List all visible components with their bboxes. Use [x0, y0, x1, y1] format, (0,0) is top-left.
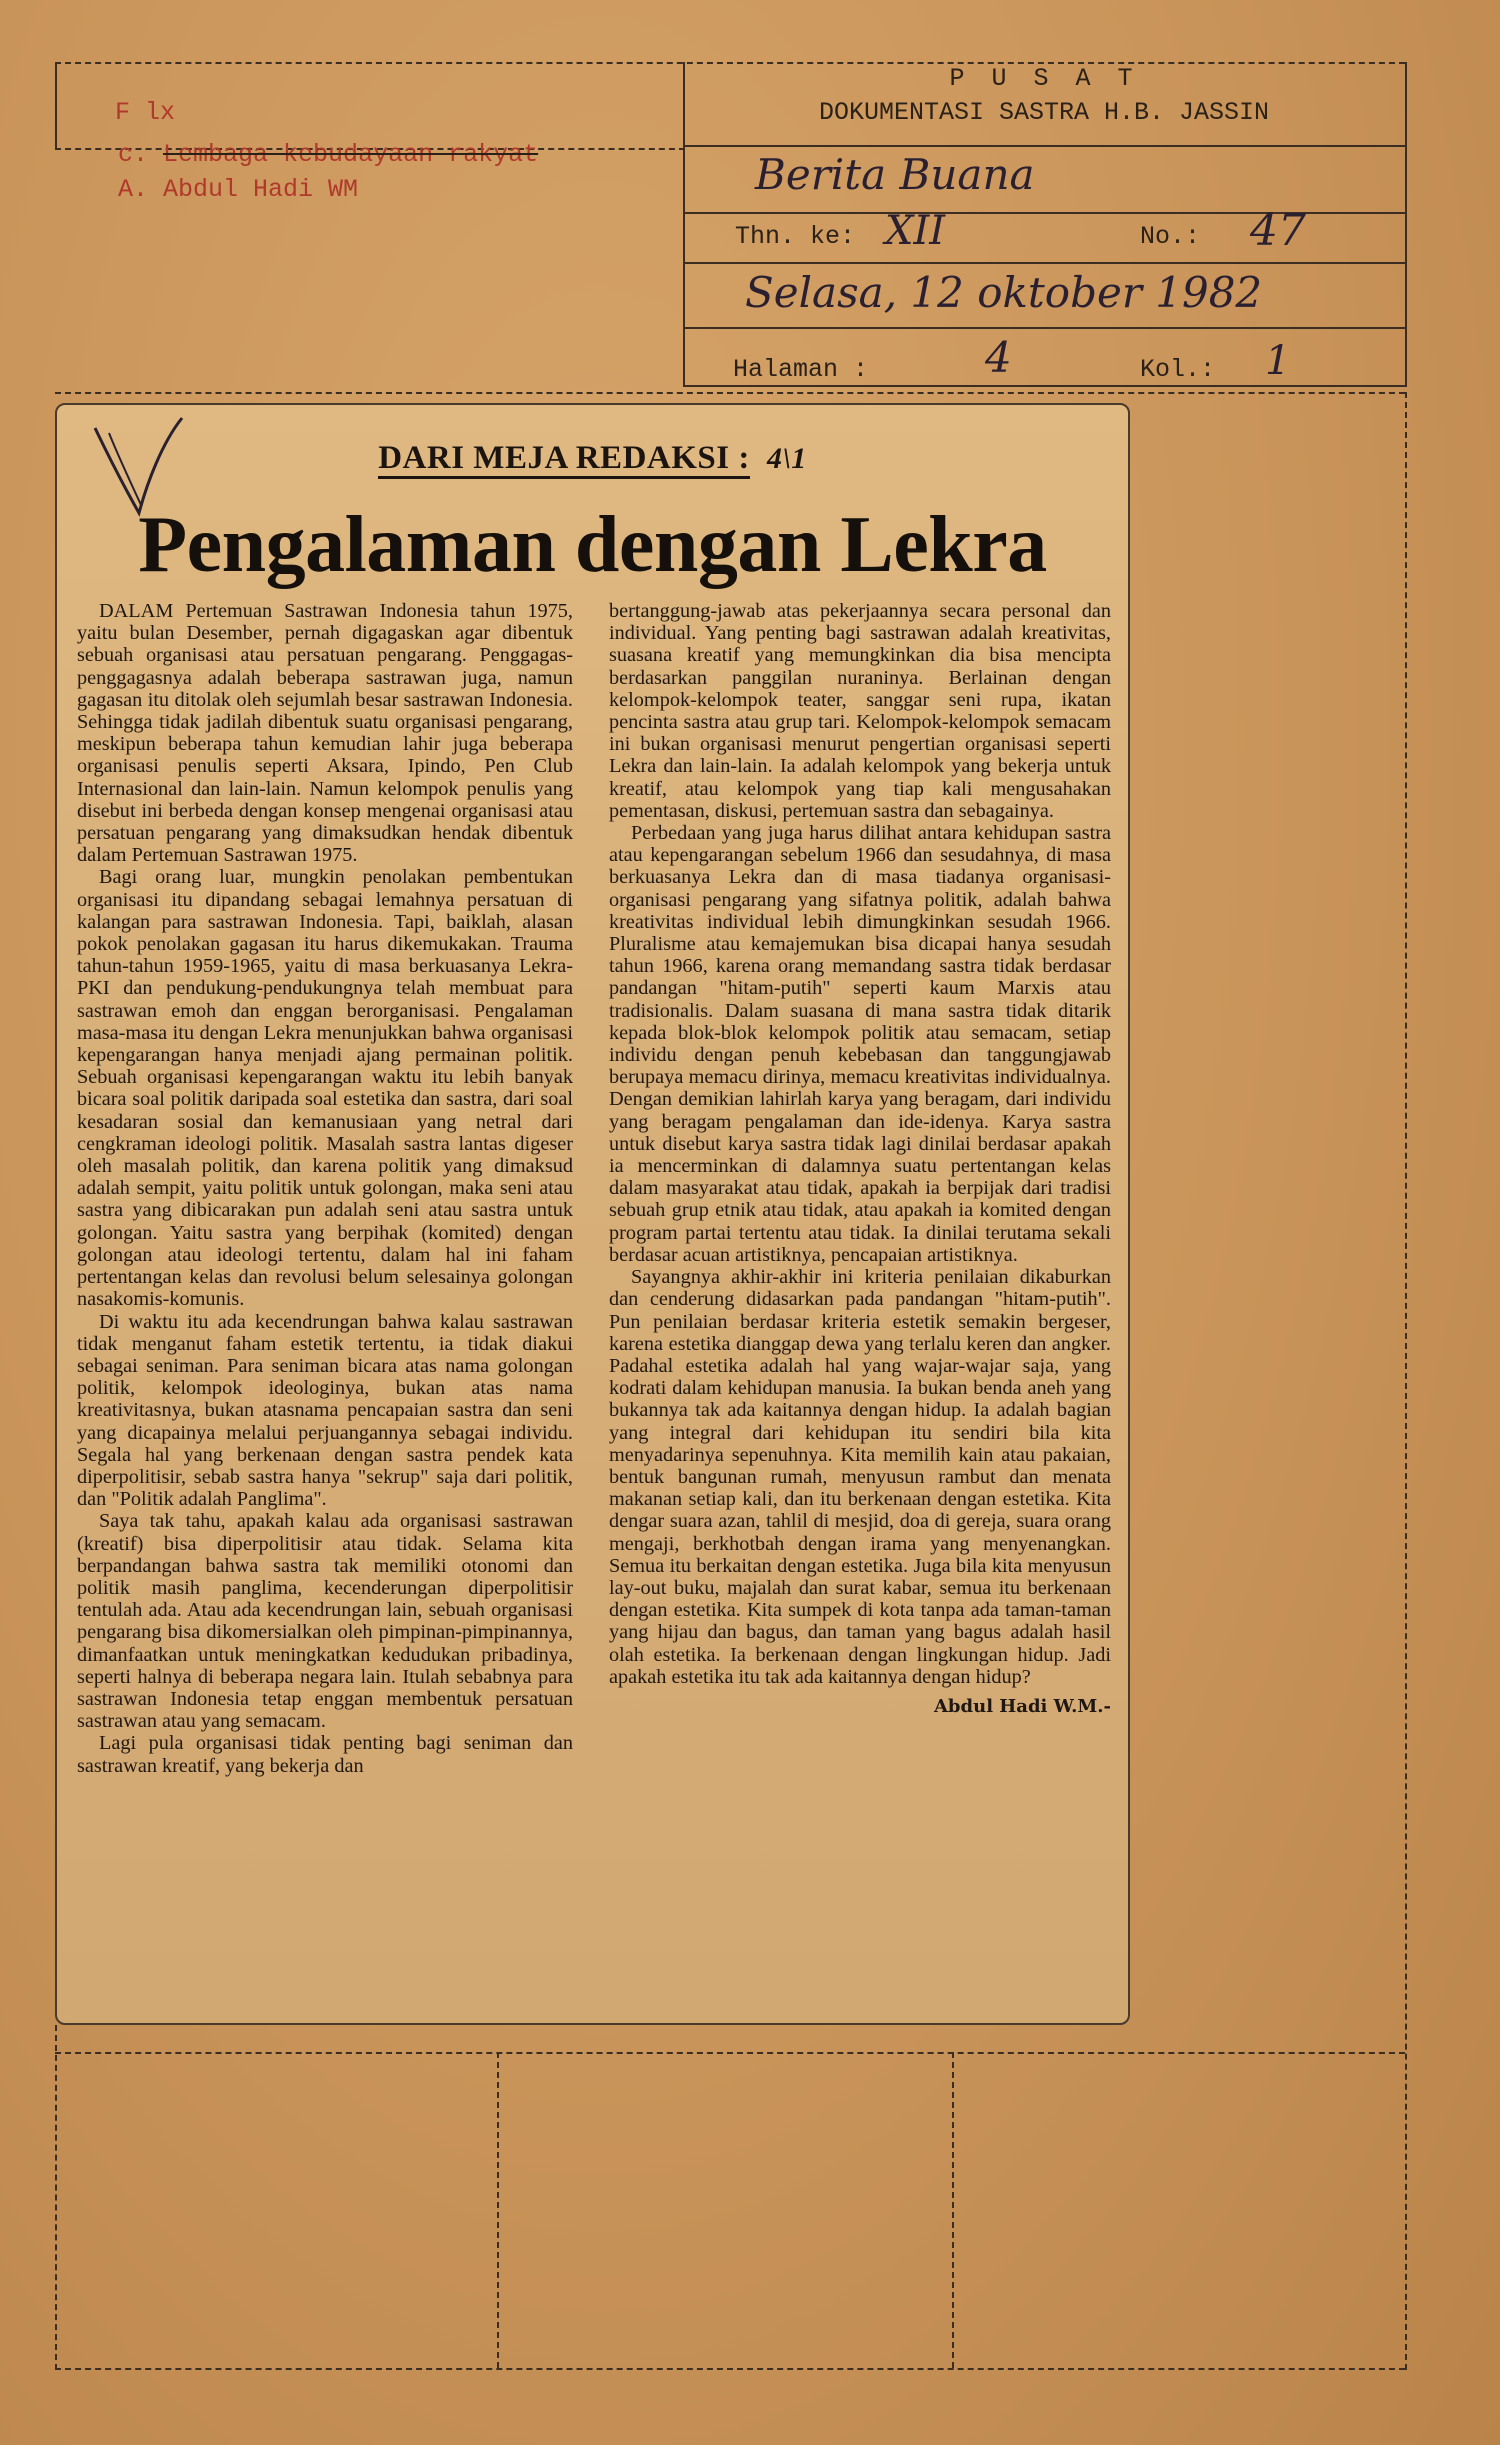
kol-label: Kol.:: [1140, 355, 1216, 384]
col1-paragraph: Di waktu itu ada kecendrungan bahwa kalau sastrawan tidak menganut faham estetik tertentu, ia tidak diakui sebagai seniman. Para seniman bicara atas nama golongan politik, kelompok ideologinya, bukan atas nama kreativitasnya, bukan atasnama pencapaian sastra dan seni yang dicapainya melalui perjuangannya sebagai individu. Segala hal yang berkenaan dengan sastra pendek kata diperpolitisir, sebab sastra hanya "sekrup" saja dari politik, dan "Politik adalah Panglima".: [77, 1310, 573, 1511]
col1-paragraph: Lagi pula organisasi tidak penting bagi seniman dan sastrawan kreatif, yang bekerja dan: [77, 1732, 573, 1777]
frame-left-lower: [55, 2025, 57, 2370]
headline: Pengalaman dengan Lekra: [138, 501, 1047, 589]
frame-divider-1: [497, 2052, 499, 2368]
row-line-4: [683, 327, 1405, 329]
institution-line2: DOKUMENTASI SASTRA H.B. JASSIN: [818, 98, 1270, 127]
subject-name: Abdul Hadi WM: [163, 175, 359, 204]
no-label: No.:: [1140, 222, 1201, 251]
date-handwritten: Selasa, 12 oktober 1982: [745, 268, 1263, 317]
frame-right-lower: [1405, 392, 1407, 2370]
kicker-text: DARI MEJA REDAKSI :: [378, 440, 750, 479]
col1-paragraph: DALAM Pertemuan Sastrawan Indonesia tahun 1975, yaitu bulan Desember, pernah digagaskan agar dibentuk sebuah organisasi atau persatuan pengarang. Penggagas-penggagasnya adalah beberapa sastrawan juga, namun gagasan itu ditolak oleh sejumlah besar sastrawan Indonesia. Sehingga tidak jadilah dibentuk suatu organisasi pengarang, meskipun beberapa tahun kemudian lahir juga beberapa organisasi penulis seperti Aksara, Ipindo, Pen Club Internasional dan lain-lain. Namun kelompok penulis yang disebut ini berbeda dengan konsep mengenai organisasi atau persatuan pengarang yang dimaksudkan hendak dibentuk dalam Pertemuan Sastrawan 1975.: [77, 600, 573, 867]
no-value: 47: [1250, 205, 1306, 256]
category-prefix: c.: [118, 140, 149, 169]
halaman-label: Halaman :: [733, 355, 869, 384]
category-line: [118, 140, 538, 169]
col1-paragraph: Saya tak tahu, apakah kalau ada organisasi sastrawan (kreatif) bisa diperpolitisir atau tidak. Selama kita berpandangan bahwa sastra tak memiliki otonomi dan politik masih panglima, kecenderungan diperpolitisir tentulah ada. Atau ada kecendrungan lain, sebuah organisasi pengarang bisa dikomersialkan oleh pimpinan-pimpinannya, dimanfaatkan untuk meningkatkan kedudukan pribadinya, seperti halnya di beberapa negara lain. Itulah sebabnya para sastrawan Indonesia tetap enggan membentuk persatuan sastrawan atau yang semacam.: [77, 1510, 573, 1733]
newspaper-name-handwritten: Berita Buana: [755, 150, 1035, 199]
right-border-line: [1405, 62, 1407, 387]
subject-line: [118, 175, 358, 204]
halaman-value: 4: [985, 333, 1012, 382]
kicker-row: [57, 440, 1128, 477]
col1-paragraph: Bagi orang luar, mungkin penolakan pembentukan organisasi itu dipandang sebagai lemahnya persatuan di kalangan para sastrawan Indonesia. Tapi, baiklah, alasan pokok penolakan gagasan itu harus dikemukakan. Trauma tahun-tahun 1959-1965, yaitu di masa berkuasanya Lekra-PKI dan pendukung-pendukungnya telah membuat para sastrawan emoh dan enggan berorganisasi. Pengalaman masa-masa itu dengan Lekra menunjukkan bahwa organisasi kepengarangan hanya menjadi ajang permainan politik. Sebuah organisasi kepengarangan waktu itu lebih banyak bicara soal politik daripada soal estetika dan sastra, dari soal kesadaran sosial dan kemanusiaan yang netral dari cengkraman ideologi politik. Masalah sastra lantas digeser oleh masalah politik, dan karena politik yang dimaksud adalah sempit, yaitu politik untuk golongan, maka seni atau sastra yang dibicarakan pun adalah seni atau sastra untuk golongan. Yaitu sastra yang berpihak (komited) dengan golongan atau ideologi tertentu, dalam hal ini faham pertentangan kelas dan revolusi belum selesainya golongan nasakomis-komunis.: [77, 866, 573, 1311]
row-line-1: [683, 145, 1405, 147]
frame-divider-2: [952, 2052, 954, 2368]
article-column-2: [609, 600, 1111, 1718]
frame-bottom-line: [55, 2368, 1405, 2370]
col2-paragraph: Perbedaan yang juga harus dilihat antara kehidupan sastra atau kepengarangan sebelum 1966 dan sesudahnya, di masa berkuasanya Lekra dan di masa tiadanya organisasi-organisasi pengarang yang sifatnya politik, adalah bahwa kreativitas individual lebih dimungkinkan sesudah 1966. Pluralisme atau kemajemukan bisa dicapai hanya sesudah tahun 1966, karena orang memandang sastra tidak berdasar pandangan "hitam-putih" seperti kaum Marxis atau tradisionalis. Dalam suasana di mana sastra tidak ditarik kepada blok-blok kelompok politik atau semacam, setiap individu dengan penuh kebebasan dan tanggungjawab berupaya memacu dirinya, memacu kreativitas individualnya. Dengan demikian lahirlah karya yang beragam, dari individu yang beragam pengalaman dan ide-idenya. Karya sastra untuk disebut karya sastra tidak lagi dinilai berdasar apakah ia mencerminkan di dalamnya suatu pertentangan kelas dalam masyarakat atau tidak, apakah ia berpijak dari tradisi sebuah grup etnik atau tidak, atau apakah ia komited dengan program partai tertentu atau tidak. Ia dinilai terutama sekali berdasar acuan artistiknya, pencapaian artistiknya.: [609, 822, 1111, 1266]
col2-paragraph: Sayangnya akhir-akhir ini kriteria penilaian dikaburkan dan cenderung didasarkan pada pandangan "hitam-putih". Pun penilaian berdasar kriteria estetik semakin bergeser, karena estetika dianggap dewa yang terlalu keren dan angker. Padahal estetika adalah hal yang wajar-wajar saja, yang kodrati dalam kehidupan manusia. Ia bukan benda aneh yang bukannya tak ada kaitannya dengan hidup. Ia adalah bagian yang integral dari kehidupan itu sendiri bila kita menyadarinya sepenuhnya. Kita memilih kain atau pakaian, bentuk bangunan rumah, menyusun rambut dan menata makanan setiap kali, dan itu berkenaan dengan estetika. Kita dengar suara azan, tahlil di mesjid, doa di gereja, suara orang mengaji, berkhotbah dengan irama yang menyenangkan. Semua itu berkaitan dengan estetika. Juga bila kita menyusun lay-out buku, majalah dan surat kabar, semua itu berkenaan dengan estetika. Kita sumpek di kota tanpa ada taman-taman yang hijau dan bagus, dan taman yang bagus adalah hasil olah estetika. Ia berkenaan dengan lingkungan hidup. Jadi apakah estetika itu tak ada kaitannya dengan hidup?: [609, 1266, 1111, 1688]
subject-prefix: A.: [118, 175, 149, 204]
file-code: F lx: [115, 98, 176, 127]
col2-paragraph: bertanggung-jawab atas pekerjaannya secara personal dan individual. Yang penting bagi sastrawan adalah kreativitas, suasana kreatif yang memungkinkan dia bisa mencipta berdasarkan panggilan nuraninya. Berlainan dengan kelompok-kelompok teater, sanggar seni rupa, ikatan pencinta sastra atau grup tari. Kelompok-kelompok semacam ini bukan organisasi menurut pengertian organisasi seperti Lekra dan lain-lain. Ia adalah kelompok yang bekerja untuk kreatif, atau kelompok yang tiap kali mengusahakan pementasan, diskusi, pertemuan sastra dan sebagainya.: [609, 600, 1111, 822]
institution-line1: P U S A T: [949, 64, 1139, 93]
header-bottom-line: [55, 392, 1405, 394]
category-struck: Lembaga kebudayaan rakyat: [163, 140, 539, 169]
byline: Abdul Hadi W.M.-: [933, 1695, 1111, 1717]
article-column-1: [77, 600, 573, 1777]
frame-mid-line: [55, 2052, 1405, 2054]
newspaper-clipping: [55, 403, 1130, 2025]
kol-value: 1: [1265, 338, 1291, 384]
row-line-3: [683, 262, 1405, 264]
left-border-top: [55, 62, 57, 150]
row-line-5: [683, 385, 1405, 387]
thn-label: Thn. ke:: [735, 222, 856, 251]
thn-value: XII: [885, 208, 946, 254]
kicker-handwritten-note: 4\1: [766, 442, 807, 475]
